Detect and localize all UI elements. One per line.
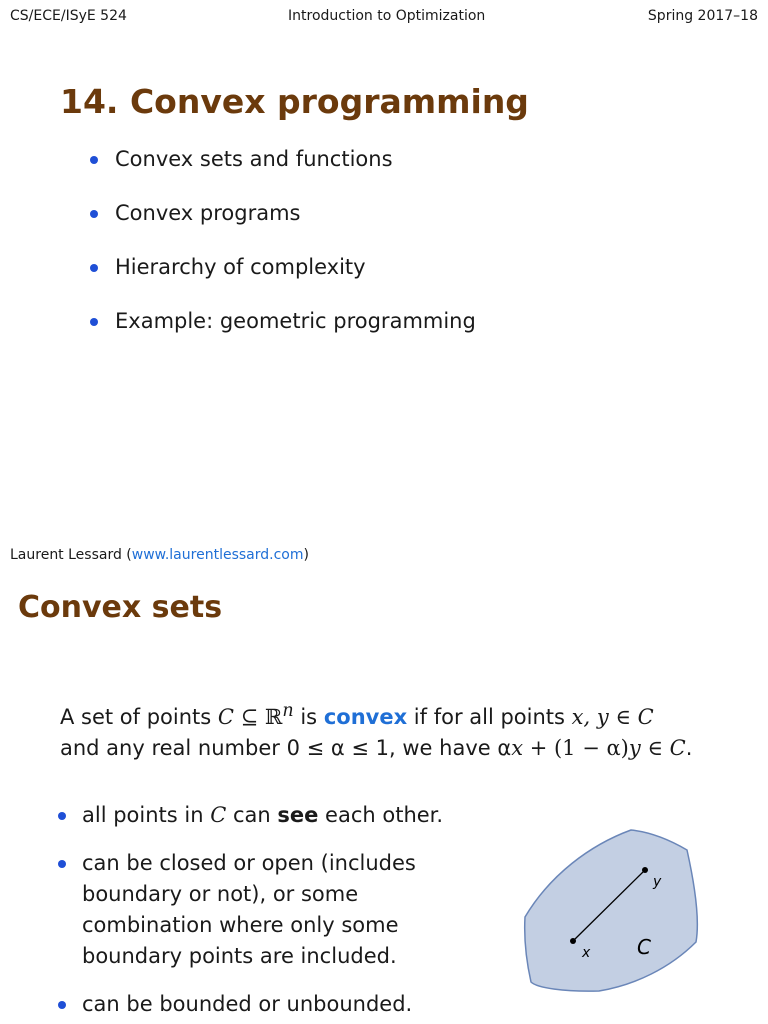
point-y (642, 867, 648, 873)
label-x: x (582, 945, 591, 961)
label-y: y (653, 874, 662, 890)
course-code: CS/ECE/ISyE 524 (10, 8, 127, 24)
outline-item: Convex sets and functions (90, 144, 476, 198)
author-footer (10, 547, 309, 563)
convex-keyword: convex (323, 705, 408, 729)
outline-list (90, 144, 476, 360)
label-set-c: C (637, 935, 651, 959)
author-name: Laurent Lessard ( (10, 547, 132, 563)
convexity-definition: A set of points C ⊆ ℝ$^n$ is convex if for all points x, y ∈ C and any real number 0 ≤ α ≤ 1, we have αx + (1 − α)y ∈ C. (60, 701, 693, 760)
course-title: Introduction to Optimization (288, 8, 486, 24)
convex-set-figure (515, 820, 705, 1000)
outline-item: Hierarchy of complexity (90, 252, 476, 306)
author-website-link[interactable]: www.laurentlessard.com (131, 547, 304, 563)
properties-list (56, 800, 444, 1020)
outline-item: Convex programs (90, 198, 476, 252)
page-header (0, 8, 768, 28)
property-item: all points in C can see each other. (56, 800, 436, 831)
outline-item: Example: geometric programming (90, 306, 476, 360)
point-x (570, 938, 576, 944)
property-item: can be bounded or unbounded. (56, 989, 436, 1020)
section-title: Convex sets (18, 590, 223, 625)
slide-title: 14. Convex programming (60, 82, 529, 121)
footer-paren: ) (303, 547, 309, 563)
convex-set-shape (525, 830, 698, 991)
term-label: Spring 2017–18 (647, 8, 758, 24)
property-item: can be closed or open (includes boundary or not), or some combination where only some boundary points are included. (56, 848, 436, 972)
